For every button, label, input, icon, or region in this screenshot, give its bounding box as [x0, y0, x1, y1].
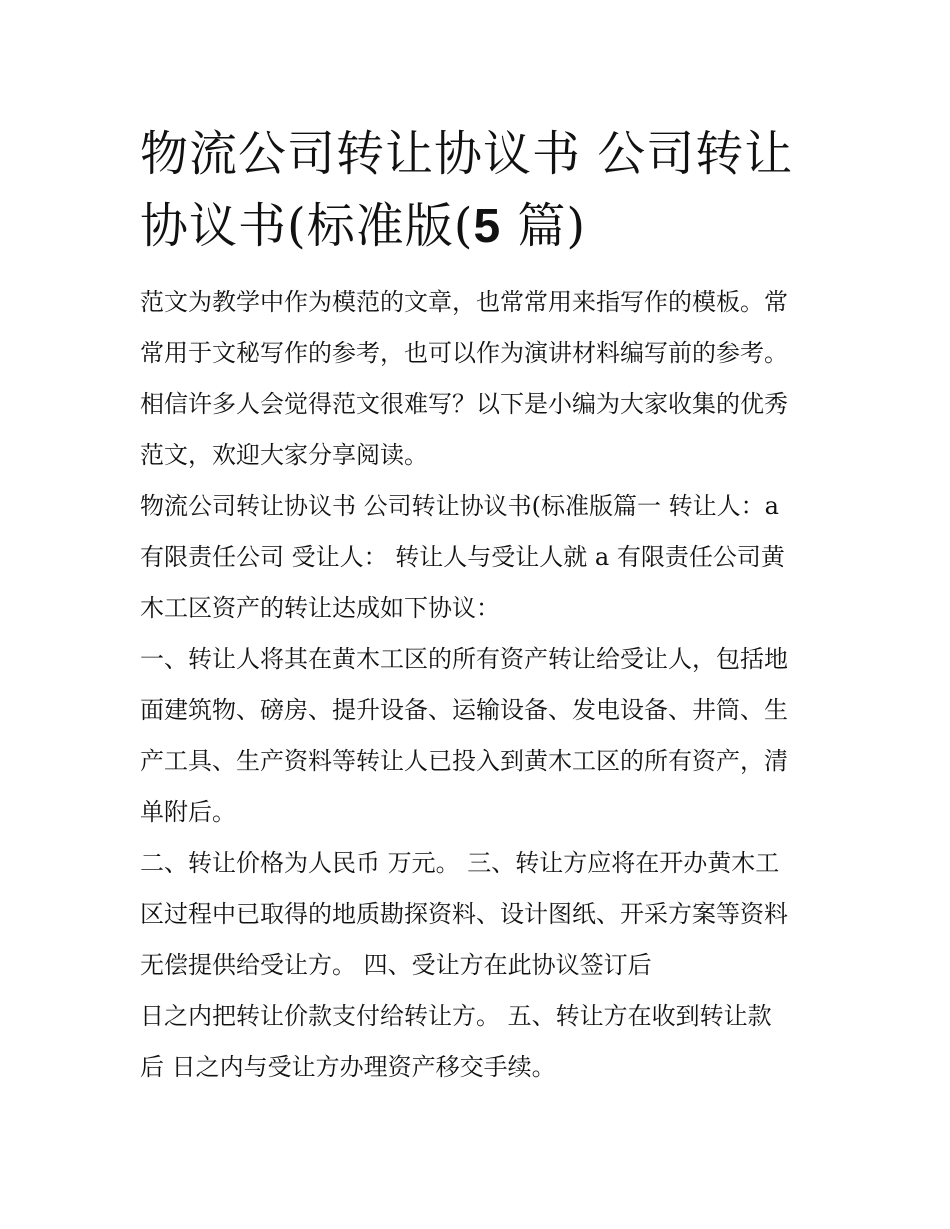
body-line: 相信许多人会觉得范文很难写？以下是小编为大家收集的优秀 [140, 390, 788, 418]
body-line: 区过程中已取得的地质勘探资料、设计图纸、开采方案等资料 [140, 900, 788, 928]
document-title [140, 118, 820, 263]
body-line: 面建筑物、磅房、提升设备、运输设备、发电设备、井筒、生 [140, 696, 788, 724]
body-line: 范文为教学中作为模范的文章，也常常用来指写作的模板。常 [140, 288, 788, 316]
title-line-2-end: 篇) [501, 198, 587, 254]
document-body [140, 277, 820, 1093]
title-line-2-text: 协议书(标准版( [140, 198, 474, 254]
body-line: 范文，欢迎大家分享阅读。 [140, 441, 428, 469]
body-line: 常用于文秘写作的参考，也可以作为演讲材料编写前的参考。 [140, 339, 788, 367]
body-line: 日之内把转让价款支付给转让方。 五、转让方在收到转让款 [140, 1002, 772, 1030]
body-line: 物流公司转让协议书 公司转让协议书(标准版篇一 转让人：a [140, 492, 779, 520]
body-line: 一、转让人将其在黄木工区的所有资产转让给受让人，包括地 [140, 645, 788, 673]
body-line: 产工具、生产资料等转让人已投入到黄木工区的所有资产，清 [140, 747, 788, 775]
body-line: 无偿提供给受让方。 四、受让方在此协议签订后 [140, 951, 652, 979]
title-line-2 [140, 190, 820, 263]
body-line: 木工区资产的转让达成如下协议： [140, 594, 500, 622]
title-count: 5 [473, 200, 502, 253]
body-line: 后 日之内与受让方办理资产移交手续。 [140, 1053, 556, 1081]
body-line: 有限责任公司 受让人： 转让人与受让人就 a 有限责任公司黄 [140, 543, 785, 571]
body-line: 二、转让价格为人民币 万元。 三、转让方应将在开办黄木工 [140, 849, 780, 877]
title-line-1: 物流公司转让协议书 公司转让 [140, 126, 794, 182]
body-line: 单附后。 [140, 798, 236, 826]
